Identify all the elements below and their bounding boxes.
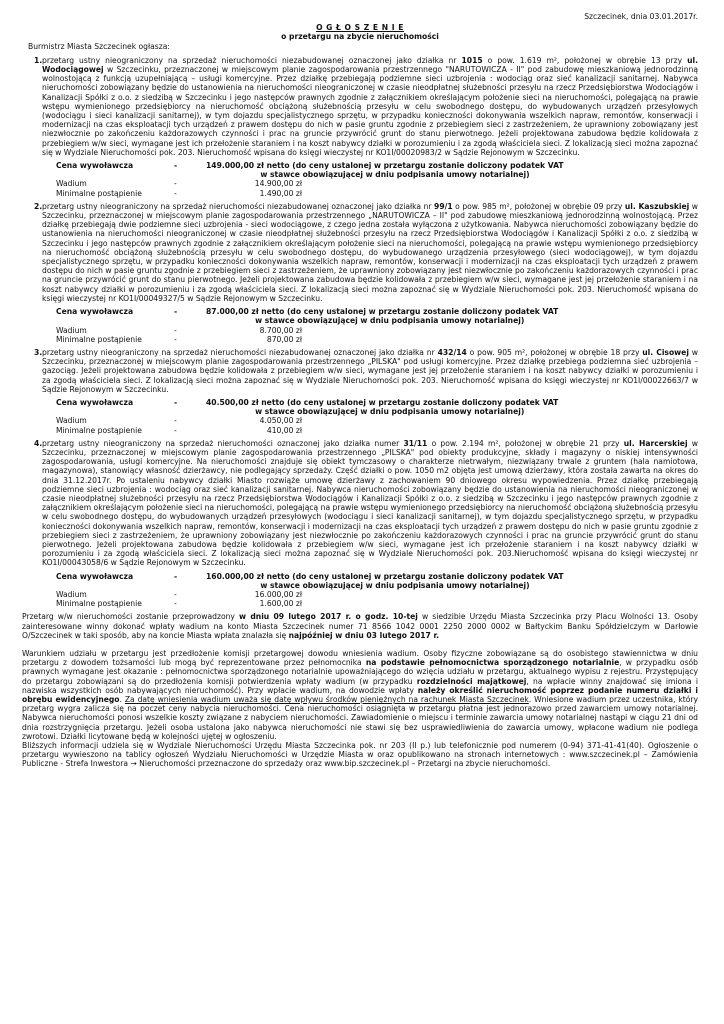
text-part: . Wniesione wadium przez uczestnika, który przetarg wygra zalicza się na poczet ceny nabycia nieruchomości. Cena nieruchomości osiągnięta w przetargu płatna jest jednorazowo przed zawarciem umowy notarialnej. Nabywca nieruchomości ponosi wszelkie koszty związane z nabyciem nieruchomości. Zawiadomienie o miejscu i terminie zawarcia umowy notarialnej nastąpi w ciągu 21 dni od dnia rozstrzygnięcia przetargu. Jeżeli osoba ustalona jako nabywca nieruchomości nie stawi się bez usprawiedliwienia do zawarcia umowy, wpłacone wadium nie podlega zwrotowi. Działki licytowane będą w kolejności ujętej w ogłoszeniu. — [22, 695, 699, 741]
wadium-value — [206, 416, 558, 425]
vat-note: w stawce obowiązującej w dniu podpisania umowy notarialnej) — [260, 170, 530, 180]
plot-number: 99/1 — [434, 201, 453, 211]
price-line: 160.000,00 zł netto (do ceny ustalonej w przetargu zostanie doliczony podatek VAT — [206, 571, 564, 581]
item-number: 4. — [34, 438, 43, 448]
item-number: 2. — [34, 201, 43, 211]
plot-number: 1015 — [461, 55, 483, 65]
text-part: o pow. 905 m², położonej w obrębie 18 przy — [466, 347, 643, 357]
price-line: 40.500,00 zł netto (do ceny ustalonej w przetargu zostanie doliczony podatek VAT — [206, 397, 559, 407]
text-part: Warunkiem udziału w przetargu jest przedłożenie komisji przetargowej dowodu wniesienia wadium. Osoby fizyczne zobowiązane są do osobistego stawiennictwa w dniu przetargu z dowodem tożsamości lub mogą być reprezentowane przez pełnomocnika — [22, 649, 698, 668]
item-number: 1. — [34, 55, 43, 65]
item-number: 3. — [34, 347, 43, 357]
plot-number: 432/14 — [437, 347, 467, 357]
price-table — [56, 161, 564, 198]
item-description — [42, 439, 698, 568]
wadium-value — [206, 590, 564, 599]
wadium-value — [206, 179, 564, 188]
item-description — [42, 348, 698, 394]
plot-number: 31/11 — [403, 438, 428, 448]
min-bid-label: Minimalne postąpienie — [56, 425, 142, 435]
dash: - — [174, 325, 177, 335]
document-title: O G Ł O S Z E N I E — [316, 23, 404, 33]
text-part: o pow. 1.619 m², położonej w obrębie 13 przy — [482, 55, 688, 65]
document-date: Szczecinek, dnia 03.01.2017r. — [584, 12, 698, 21]
auction-item — [22, 348, 698, 435]
min-bid-value — [206, 189, 564, 198]
announcement-document — [22, 12, 698, 769]
min-bid-amount: 1.490,00 zł — [259, 188, 302, 198]
min-bid-amount: 870,00 zł — [266, 334, 302, 344]
emphasis: należy określić nieruchomość poprzez podanie numeru działki i obrębu ewidencyjnego — [22, 685, 698, 705]
min-bid-label: Minimalne postąpienie — [56, 599, 142, 609]
price-line: 149.000,00 zł netto (do ceny ustalonej w przetargu zostanie doliczony podatek VAT — [206, 161, 564, 171]
min-bid-amount: 1.600,00 zł — [259, 599, 302, 609]
text-part: o pow. 2.194 m², położonej w obrębie 21 przy — [427, 438, 624, 448]
wadium-label: Wadium — [56, 589, 87, 599]
price-label: Cena wywoławcza — [56, 397, 134, 407]
emphasis: rozdzielności majątkowej — [416, 676, 527, 686]
text-part: w Szczecinku, przeznaczonej w miejscowym planie zagospodarowania przestrzennego „PILSKA" pod usługi komercyjne. Przez działkę przebiega podziemna sieć uzbrojenia – gazociąg. Jeżeli projektowana zabudowa będzie kolidowała z przebiegiem w/w sieci, wymagane jest jej przełożenie staraniem i na koszt nabywcy działki w porozumieniu i za zgodą właściciela sieci. Z lokalizacją sieci można zapoznać się w Wydziale Nieruchomości pok. 203. Nieruchomość wpisana do księgi wieczystej nr KO1I/00022663/7 w Sądzie Rejonowym w Szczecinku. — [42, 347, 698, 394]
min-bid-value — [206, 335, 558, 344]
emphasis: na podstawie pełnomocnictwa sporządzonego notarialnie — [365, 658, 620, 668]
text-part: , na wpłacie winny znajdować się imiona i nazwiska wszystkich osób nabywających nieruchomość). Przy wpłacie wadium, na dowodzie wpłaty — [22, 676, 698, 695]
street-name: ul. Wodociągowej — [42, 55, 699, 75]
auction-item — [22, 202, 698, 344]
price-value — [206, 398, 558, 416]
auction-date: w dniu 09 lutego 2017 r. o godz. 10-tej — [239, 612, 418, 622]
text-part: Przetarg w/w nieruchomości zostanie przeprowadzony — [22, 612, 240, 622]
contact-info: Bliższych informacji udziela się w Wydziale Nieruchomości Urzędu Miasta Szczecinka pok. nr 203 (II p.) lub telefonicznie pod numerem (0-94) 371-41-41(40). Ogłoszenie o przetargu wywieszono na tablicy ogłoszeń Wydziału Nieruchomości w Urzędzie Miasta w oraz opublikowano na stronach internetowych : www.szczecinek.pl – Zamówienia Publiczne - Strefa Inwestora → Nieruchomości przeznaczone do sprzedaży oraz www.bip.szczecinek.pl – Przetargi na zbycie nieruchomości. — [22, 741, 698, 769]
wadium-value — [206, 326, 558, 335]
wadium-label: Wadium — [56, 179, 87, 189]
auction-list — [22, 56, 698, 609]
min-bid-label: Minimalne postąpienie — [56, 188, 142, 198]
wadium-label: Wadium — [56, 325, 87, 335]
underlined-note: Za datę wniesienia wadium uważa się datę wpływu środków pieniężnych na rachunek Miasta Szczecinek — [124, 695, 529, 705]
text-part: o pow. 985 m², położonej w obrębie 09 przy — [452, 201, 625, 211]
text-part: przetarg ustny nieograniczony na sprzedaż nieruchomości niezabudowanej oznaczonej jako działka nr — [42, 347, 438, 357]
dash: - — [174, 571, 178, 581]
vat-note: w stawce obowiązującej w dniu podpisania umowy notarialnej) — [255, 316, 525, 326]
wadium-amount: 4.050,00 zł — [259, 416, 302, 426]
wadium-amount: 16.000,00 zł — [254, 589, 302, 599]
text-part: w Szczecinku, przeznaczonej w miejscowym planie zagospodarowania przestrzennego "NARUTOWICZA - II" pod zabudowę mieszkaniową jednorodzinną wolnostojącą z funkcją uzupełniającą – usługi komercyjne. Przez działkę przebiegają podziemne sieci uzbrojenia : wodociąg oraz sieć kanalizacji sanitarnej. Nabywca nieruchomości zobowiązany będzie do ustanowienia na nieruchomości nieograniczonej w czasie nieodpłatnej służebności przesyłu na rzecz Przedsiębiorstwa Wodociągów i Kanalizacji Spółki z o.o. z siedzibą w Szczecinku i jego następców prawnych zgodnie z załącznikiem określającym położenie sieci na nieruchomości, polegającą na prawie wstępu wymienionego przedsiębiorcy na nieruchomość obciążoną służebnością przesyłu w celu swobodnego dostępu, do wybudowanych urządzeń przesyłowych (wodociągu i sieci kanalizacji sanitarnej), w tym dojazdu specjalistycznego sprzętu, w przypadku konieczności dokonywania wszelkich napraw, remontów, konserwacji i modernizacji na czas eksploatacji tych urządzeń z prawem dostępu do nich w pasie gruntu zgodnie z przebiegiem sieci z zastrzeżeniem, że uprawniony zobowiązany jest niezwłocznie po zakończeniu każdorazowych czynności i prac na gruncie przywrócić grunt do stanu pierwotnego. Jeżeli projektowana zabudowa będzie kolidowała z przebiegiem w/w sieci, wymagane jest ich przełożenie staraniem i na koszt nabywcy działki w porozumieniu i za zgodą właściciela sieci. Z lokalizacją sieci można zapoznać się w Wydziale Nieruchomości pok. 203. Nieruchomość wpisana do księgi wieczystej nr KO1I/00020983/2 w Sądzie Rejonowym w Szczecinku. — [42, 65, 698, 157]
min-bid-label: Minimalne postąpienie — [56, 334, 142, 344]
dash: - — [174, 599, 177, 609]
item-description — [42, 56, 698, 157]
wadium-amount: 14.900,00 zł — [254, 179, 302, 189]
dash: - — [174, 188, 177, 198]
price-label: Cena wywoławcza — [56, 307, 134, 317]
dash: - — [174, 416, 177, 426]
wadium-label: Wadium — [56, 416, 87, 426]
price-value — [206, 161, 564, 179]
price-value — [206, 307, 558, 325]
price-label: Cena wywoławcza — [56, 161, 134, 171]
dash: - — [174, 425, 177, 435]
street-name: ul. Harcerskiej — [623, 438, 688, 448]
price-line: 87.000,00 zł netto (do ceny ustalonej w przetargu zostanie doliczony podatek VAT — [206, 307, 559, 317]
text-part: w Szczecinku, przeznaczonej w miejscowym planie zagospodarowania przestrzennego „PILSKA" pod obiekty produkcyjne, składy i magazyny o niskiej intensywności zagospodarowania, usługi komercyjne. Na nieruchomości znajduje się obiekt tymczasowy o charakterze nietrwałym, niezwiązany trwale z gruntem (hala namiotowa, magazynowa), stanowiący własność dzierżawcy, nie podlegający sprzedaży. Część działki o pow. 1050 m2 objęta jest umową dzierżawy, która została zawarta na okres do dnia 31.12.2017r. Po ustaleniu nabywcy działki Miasto rozwiąże umowę dzierżawy z zachowaniem 90 dniowego okresu wypowiedzenia. Przez działkę przebiegają podziemne sieci uzbrojenia : wodociąg oraz sieć kanalizacji sanitarnej. Nabywca nieruchomości zobowiązany będzie do ustanowienia na nieruchomości nieograniczonej w czasie nieodpłatnej służebności przesyłu na rzecz Przedsiębiorstwa Wodociągów i Kanalizacji Spółki z o.o. z siedzibą w Szczecinku i jego następców prawnych zgodnie z załącznikiem określającym położenie sieci na nieruchomości, polegającą na prawie wstępu wymienionego przedsiębiorcy na nieruchomość obciążoną służebnością przesyłu w celu swobodnego dostępu, do wybudowanych urządzeń przesyłowych (wodociągu i sieci kanalizacji sanitarnej), w tym dojazdu specjalistycznego sprzętu, w przypadku konieczności dokonywania wszelkich napraw, remontów, konserwacji i modernizacji na czas eksploatacji tych urządzeń z prawem dostępu do nich w pasie gruntu zgodnie z przebiegiem sieci z zastrzeżeniem, że uprawniony zobowiązany jest niezwłocznie po zakończeniu każdorazowych czynności i prac na gruncie przywrócić grunt do stanu pierwotnego. Jeżeli projektowana zabudowa będzie kolidowała z przebiegiem w/w sieci, wymagane jest ich przełożenie staraniem i na koszt nabywcy działki w porozumieniu i za zgodą właściciela sieci. Z lokalizacją sieci można zapoznać się w Wydziale Nieruchomości pok. 203.Nieruchomość wpisana do księgi wieczystej nr KO1I/00043058/6 w Sądzie Rejonowym w Szczecinku. — [42, 438, 698, 568]
vat-note: w stawce obowiązującej w dniu podpisania umowy notarialnej) — [260, 580, 530, 590]
dash: - — [174, 397, 178, 407]
text-part: w Szczecinku, przeznaczonej w miejscowym planie zagospodarowania przestrzennego „NARUTOWICZA – II" pod zabudowę mieszkaniową jednorodzinną wolnostojącą. Przez działkę przebiegają dwie podziemne sieci uzbrojenia - sieci wodociągowe, z czego jedna została wyłączona z użytkowania. Nabywca nieruchomości zobowiązany będzie do ustanowienia na nieruchomości nieograniczonej w czasie nieodpłatnej służebności przesyłu na rzecz Przedsiębiorstwa Wodociągów i Kanalizacji Spółki z o.o. z siedzibą w Szczecinku i jego następców prawnych zgodnie z załącznikiem określającym położenie sieci na nieruchomości, polegającą na prawie wstępu wymienionego przedsiębiorcy na nieruchomość obciążoną służebnością przesyłu w celu swobodnego dostępu, do wybudowanego urządzenia przesyłowego (sieci wodociągowej), w tym dojazdu specjalistycznego sprzętu, w przypadku konieczności dokonywania wszelkich napraw, remontów, konserwacji i modernizacji na czas eksploatacji tych urządzeń z prawem dostępu do nich w pasie gruntu zgodnie z przebiegiem sieci z zastrzeżeniem, że uprawniony zobowiązany jest niezwłocznie po zakończeniu każdorazowych czynności i prac na gruncie przywrócić grunt do stanu pierwotnego. Jeżeli projektowana zabudowa będzie kolidowała z przebiegiem w/w sieci, wymagane jest jej przełożenie staraniem i na koszt nabywcy działki w porozumieniu i za zgodą właściciela sieci. Z lokalizacją sieci można zapoznać się w Wydziale Nieruchomości pok. 203. Nieruchomość wpisana do księgi wieczystej nr KO1I/00049327/5 w Sądzie Rejonowym w Szczecinku. — [42, 201, 699, 303]
dash: - — [174, 307, 178, 317]
min-bid-amount: 410,00 zł — [266, 425, 302, 435]
deposit-deadline: najpóźniej w dniu 03 lutego 2017 r. — [288, 630, 439, 640]
text-part: przetarg ustny nieograniczony na sprzedaż nieruchomości oznaczonej jako działka numer — [42, 438, 404, 448]
dash: - — [174, 334, 177, 344]
dash: - — [174, 589, 177, 599]
text-part: w siedzibie Urzędu Miasta Szczecinka przy Placu Wolności 13. Osoby zainteresowane winny dokonać wpłaty wadium na konto Miasta Szczecinek numer 71 8566 1042 0001 2250 2000 0002 w Bałtyckim Banku Spółdzielczym w Darłowie O/Szczecinek w taki sposób, aby na koncie Miasta wpłata znalazła się — [22, 612, 699, 640]
street-name: ul. Cisowej — [642, 347, 689, 357]
price-table — [56, 572, 564, 609]
intro-line: Burmistrz Miasta Szczecinek ogłasza: — [28, 41, 170, 51]
dash: - — [174, 179, 177, 189]
wadium-amount: 8.700,00 zł — [259, 325, 302, 335]
min-bid-value — [206, 599, 564, 608]
price-table — [56, 398, 558, 435]
text-part: przetarg ustny nieograniczony na sprzedaż nieruchomości niezabudowanej oznaczonej jako działka nr — [42, 201, 435, 211]
vat-note: w stawce obowiązującej w dniu podpisania umowy notarialnej) — [255, 407, 525, 417]
price-value — [206, 572, 564, 590]
text-part: , w przypadku osób prawnych wymagane jest okazanie : pełnomocnictwa sporządzonego notarialnie upoważniającego do wzięcia udziału w przetargu, aktualnego wypisu z rejestru. Przystępujący do przetargu zobowiązani są do przedłożenia komisji potwierdzenia wpłaty wadium (w przypadku — [22, 658, 698, 686]
dash: - — [174, 161, 178, 171]
document-subtitle: o przetargu na zbycie nieruchomości — [281, 32, 439, 42]
auction-item — [22, 56, 698, 198]
auction-item — [22, 439, 698, 609]
item-description — [42, 202, 698, 303]
price-label: Cena wywoławcza — [56, 571, 134, 581]
auction-conditions — [22, 649, 698, 741]
text-part: . — [119, 695, 125, 705]
price-table — [56, 307, 558, 344]
min-bid-value — [206, 426, 558, 435]
street-name: ul. Kaszubskiej — [624, 201, 690, 211]
auction-schedule — [22, 612, 698, 640]
text-part: przetarg ustny nieograniczony na sprzedaż nieruchomości niezabudowanej oznaczonej jako działka nr — [42, 55, 462, 65]
